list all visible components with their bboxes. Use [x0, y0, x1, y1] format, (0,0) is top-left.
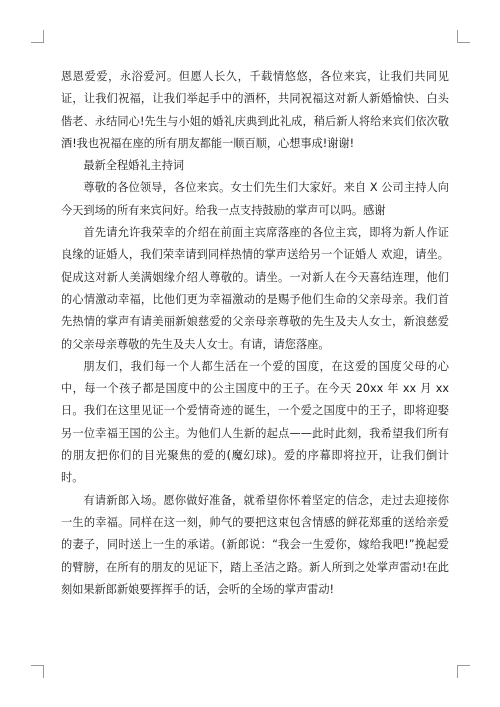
corner-mark-bottom-right — [457, 665, 470, 678]
corner-mark-bottom-left — [31, 665, 44, 678]
paragraph-kingdom-of-love: 朋友们，我们每一个人都生活在一个爱的国度，在这爱的国度父母的心中，每一个孩子都是国度中的公主国度中的王子。在今天 20xx 年 xx 月 xx 日。我们在这里见证一个爱情奇迹的诞生，一个爱之国度中的王子，即将迎娶另一位幸福王国的公主。为他们人生新的起点——此时此刻，我希望我们所有的朋友把你们的目光聚焦的爱的(魔幻球)。爱的序幕即将拉开，让我们倒计时。 — [61, 359, 449, 485]
paragraph-closing-blessing: 恩恩爱爱，永浴爱河。但愿人长久，千载情悠悠，各位来宾，让我们共同见证，让我们祝福，让我们举起手中的酒杯，共同祝福这对新人新婚愉快、白头偕老、永结同心!先生与小姐的婚礼庆典到此礼成，稍后新人将给来宾们依次敬酒!我也祝福在座的所有朋友都能一顺百顺，心想事成!谢谢! — [61, 70, 449, 150]
document-body — [61, 66, 449, 601]
corner-mark-top-left — [31, 30, 44, 43]
paragraph-greeting: 尊敬的各位领导，各位来宾。女士们先生们大家好。来自 X 公司主持人向今天到场的所有来宾问好。给我一点支持鼓励的掌声可以吗。感谢 — [61, 181, 449, 217]
corner-mark-top-right — [457, 30, 470, 43]
paragraph-introductions: 首先请允许我荣幸的介绍在前面主宾席落座的各位主宾，即将为新人作证良缘的证婚人，我们荣幸请到同样热情的掌声送给另一个证婚人 欢迎，请坐。促成这对新人美满姻缘介绍人尊敬的。请坐。一对新人在今天喜结连理，他们的心情激动幸福，比他们更为幸福激动的是赐予他们生命的父亲母亲。我们首先热情的掌声有请美丽新娘慈爱的父亲母亲尊敬的先生及夫人女士，新浪慈爱的父亲母亲尊敬的先生及夫人女士。有请，请您落座。 — [61, 226, 449, 351]
paragraph-groom-entrance: 有请新郎入场。愿你做好准备，就希望你怀着坚定的信念，走过去迎接你一生的幸福。同样在这一刻，帅气的要把这束包含情感的鲜花郑重的送给亲爱的妻子，同时送上一生的承诺。(新郎说：“我会一生爱你，嫁给我吧!”挽起爱的臂膀，在所有的朋友的见证下，踏上圣洁之路。新人所到之处掌声雷动!在此刻如果新郎新娘要挥挥手的话，会听的全场的掌声雷动! — [61, 493, 449, 596]
section-title: 最新全程婚礼主持词 — [83, 159, 185, 173]
